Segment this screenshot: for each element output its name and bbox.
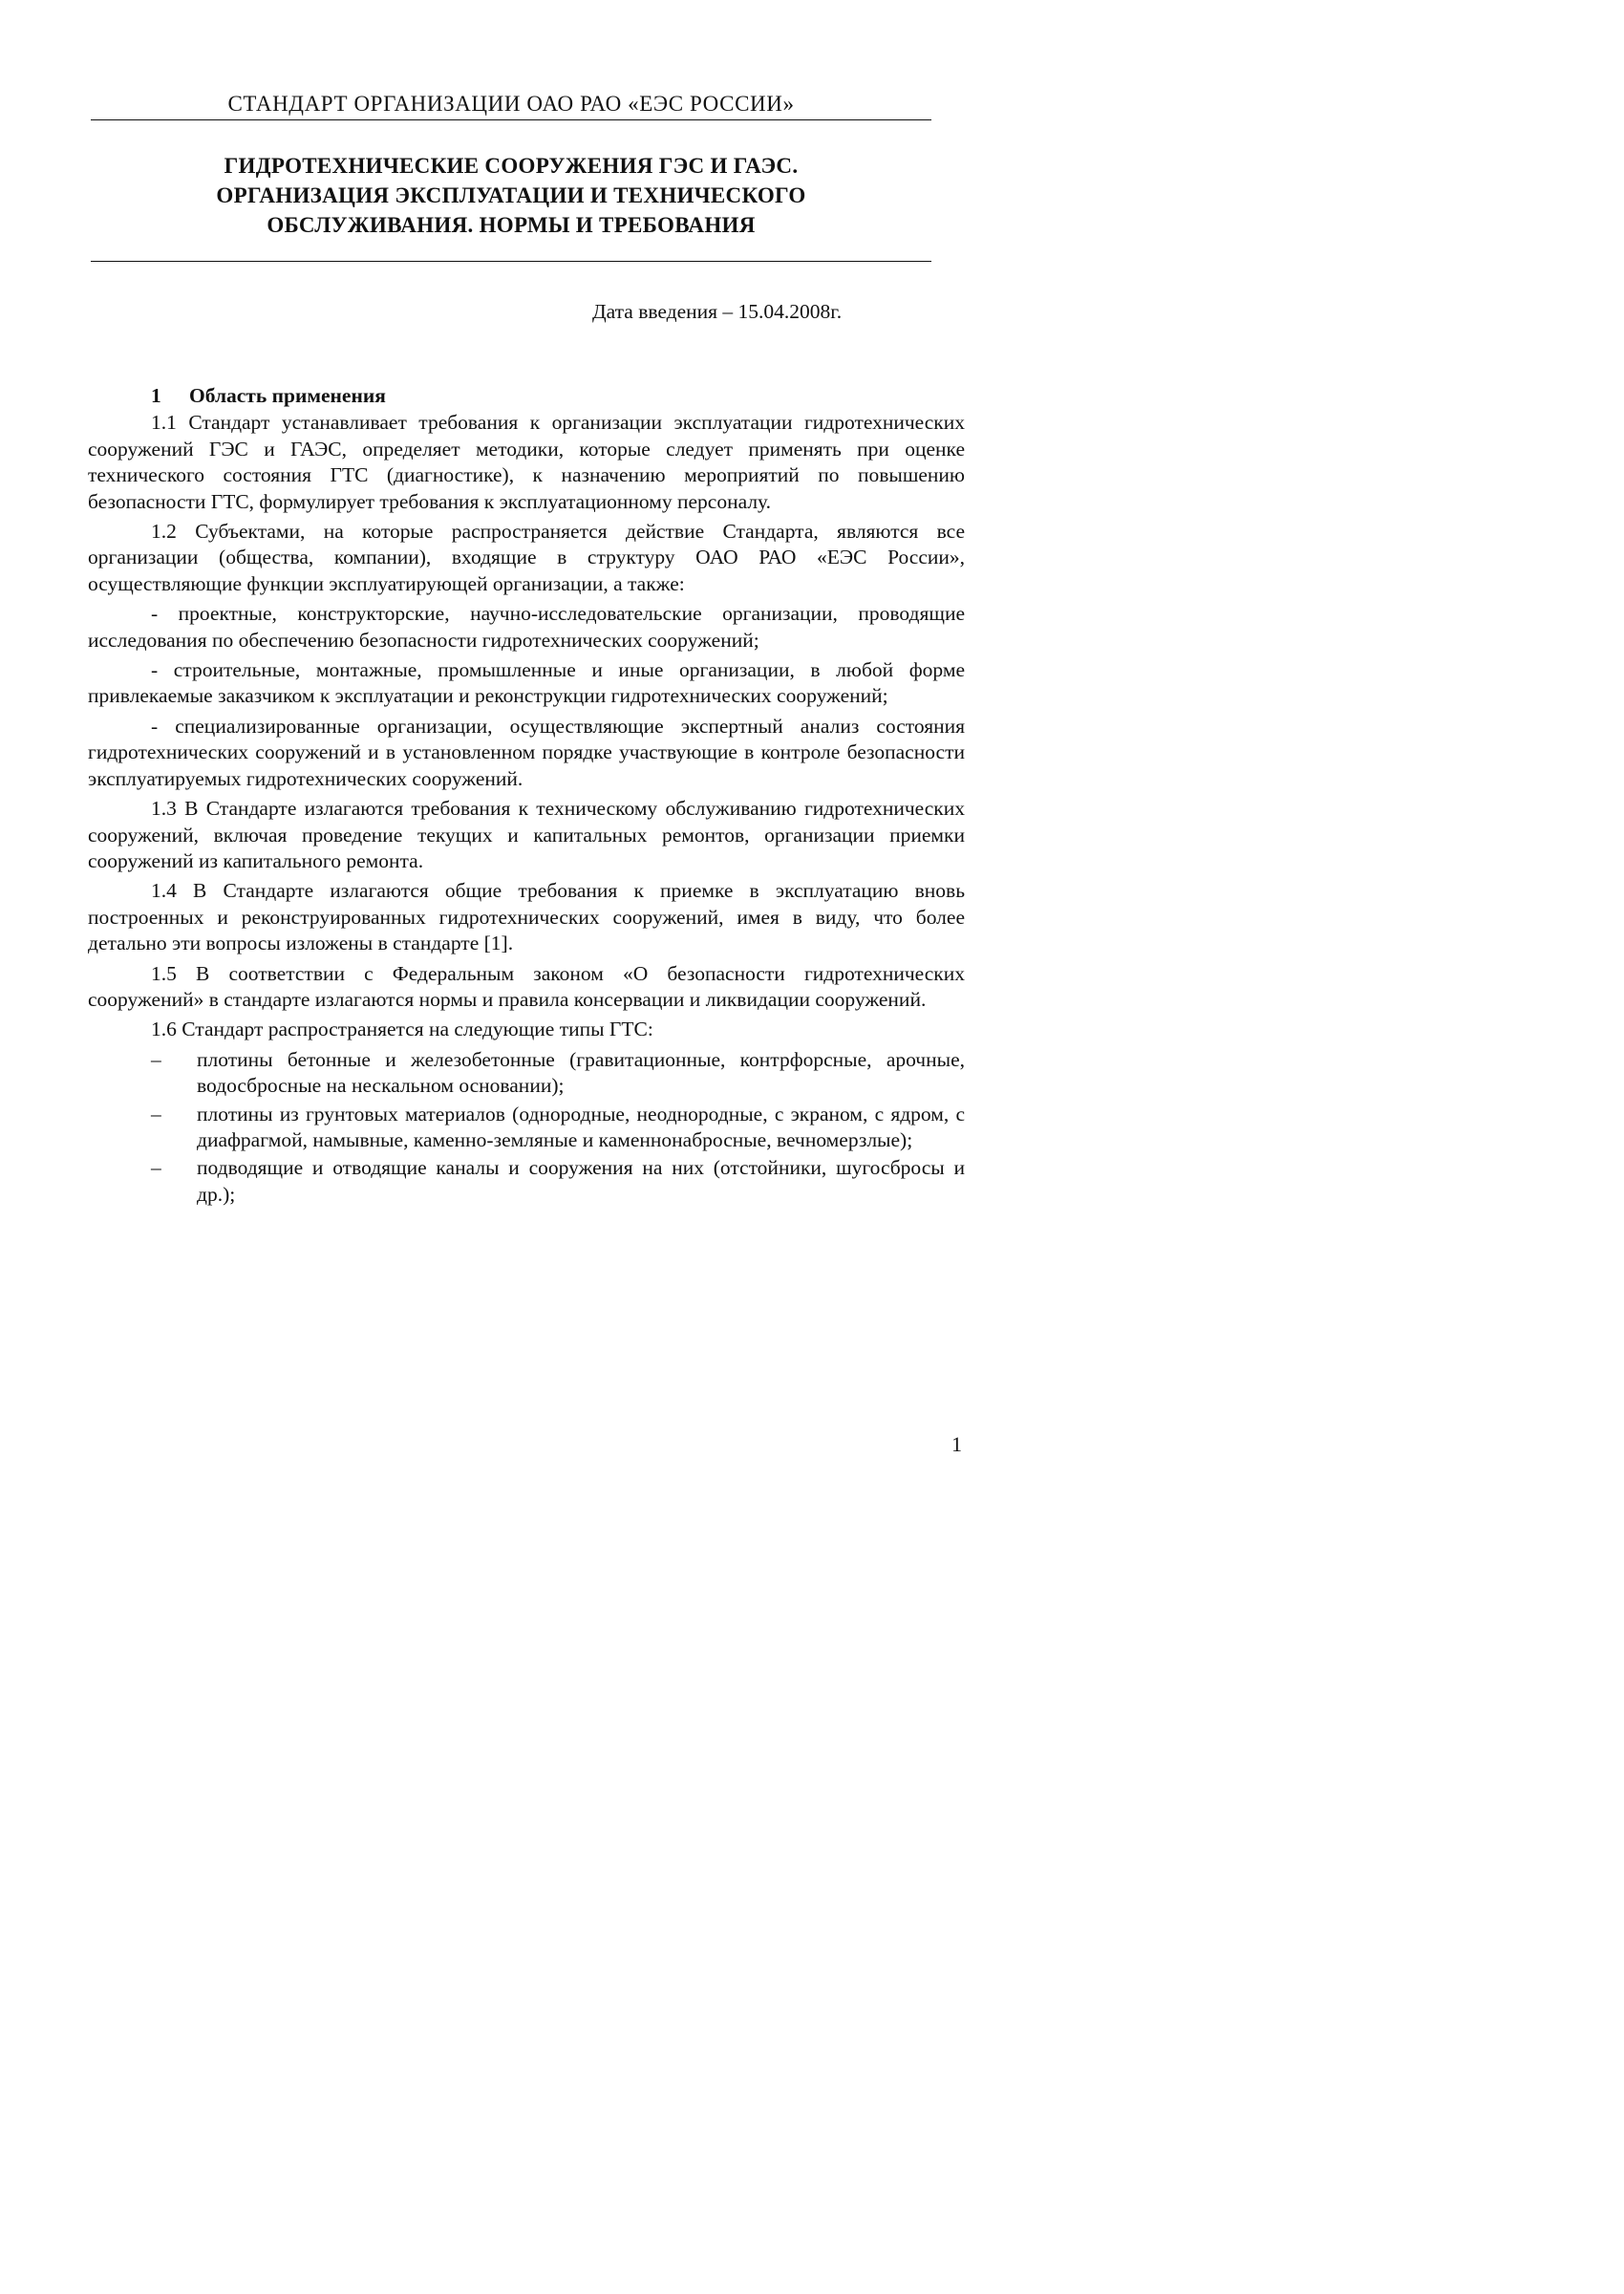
paragraph-1-2: 1.2 Субъектами, на которые распространяется действие Стандарта, являются все организации (общества, компании), входящие в структуру ОАО РАО «ЕЭС России», осуществляющие функции эксплуатирующей организации, а также: [88,520,965,595]
paragraph-1-2-item-a: - проектные, конструкторские, научно-исследовательские организации, проводящие исследования по обеспечению безопасности гидротехнических сооружений; [88,602,965,652]
list-item [88,1155,965,1208]
paragraph-1-6: 1.6 Стандарт распространяется на следующие типы ГТС: [151,1018,653,1041]
list-item-text: плотины из грунтовых материалов (однородные, неоднородные, с экраном, с ядром, с диафрагмой, намывные, каменно-земляные и каменнонабросные, вечномерзлые); [197,1102,965,1151]
list-item-text: подводящие и отводящие каналы и сооружения на них (отстойники, шугосбросы и др.); [197,1156,965,1206]
paragraph-1-4: 1.4 В Стандарте излагаются общие требования к приемке в эксплуатацию вновь построенных и реконструированных гидротехнических сооружений, имея в виду, что более детально эти вопросы изложены в стандарте [1]. [88,879,965,955]
document-body [88,383,965,1210]
paragraph-1-3: 1.3 В Стандарте излагаются требования к техническому обслуживанию гидротехнических сооружений, включая проведение текущих и капитальных ремонтов, организации приемки сооружений из капитального ремонта. [88,797,965,872]
section-number: 1 [151,384,161,407]
list-item [88,1102,965,1154]
introduction-date: Дата введения – 15.04.2008г. [592,300,843,323]
list-item-text: плотины бетонные и железобетонные (гравитационные, контрфорсные, арочные, водосбросные на нескальном основании); [197,1047,965,1098]
paragraph-1-1: 1.1 Стандарт устанавливает требования к организации эксплуатации гидротехнических сооружений ГЭС и ГАЭС, определяет методики, которые следует применять при оценке технического состояния ГТС (диагностике), к назначению мероприятий по повышению безопасности ГТС, формулирует требования к эксплуатационному персоналу. [88,411,965,513]
section-title: Область применения [189,384,386,407]
header-divider [91,119,931,120]
dash-bullet: – [151,1102,161,1126]
title-divider [91,261,931,262]
paragraph-1-5: 1.5 В соответствии с Федеральным законом «О безопасности гидротехнических сооружений» в стандарте излагаются нормы и правила консервации и ликвидации сооружений. [88,961,965,1011]
dash-bullet: – [151,1156,161,1180]
page-number: 1 [951,1432,962,1456]
paragraph-1-2-item-b: - строительные, монтажные, промышленные и иные организации, в любой форме привлекаемые заказчиком к эксплуатации и реконструкции гидротехнических сооружений; [88,658,965,708]
section-heading [151,383,965,409]
paragraph-1-2-item-c: - специализированные организации, осуществляющие экспертный анализ состояния гидротехнических сооружений и в установленном порядке участвующие в контроле безопасности эксплуатируемых гидротехнических сооружений. [88,714,965,790]
title-line: ОРГАНИЗАЦИЯ ЭКСПЛУАТАЦИИ И ТЕХНИЧЕСКОГО [216,183,806,207]
list-item [88,1047,965,1100]
title-line: ГИДРОТЕХНИЧЕСКИЕ СООРУЖЕНИЯ ГЭС И ГАЭС. [224,154,799,178]
title-line: ОБСЛУЖИВАНИЯ. НОРМЫ И ТРЕБОВАНИЯ [267,213,756,237]
organization-standard-header: СТАНДАРТ ОРГАНИЗАЦИИ ОАО РАО «ЕЭС РОССИИ» [227,92,795,116]
dash-bullet: – [151,1047,161,1071]
document-title [91,151,931,240]
gts-types-list [88,1047,965,1208]
